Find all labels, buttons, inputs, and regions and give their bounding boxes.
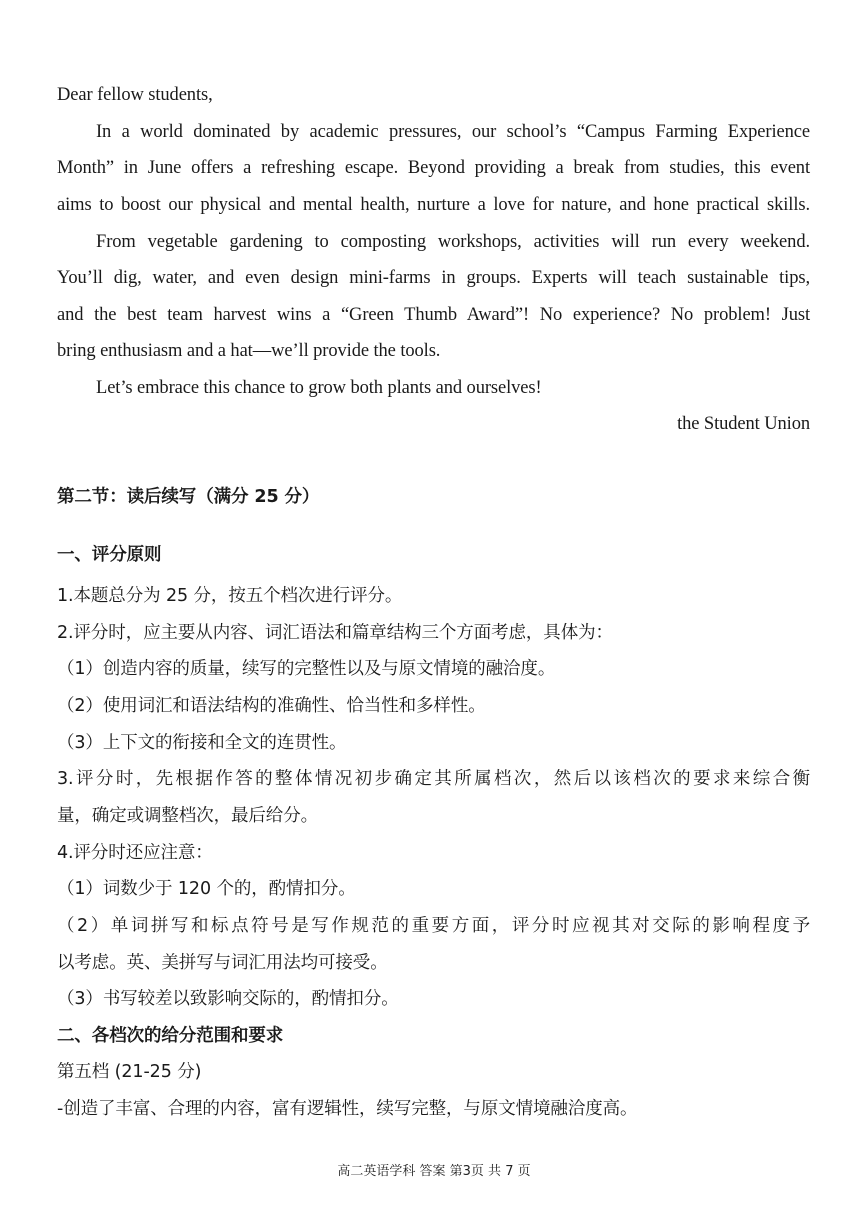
letter-paragraph-1-line-1: In a world dominated by academic pressures, our school’s “Campus Farming Experience [96, 122, 810, 142]
letter-paragraph-2-line-1: From vegetable gardening to composting workshops, activities will run every weekend. [96, 232, 810, 252]
rule-4-item-2-line-1: （2）单词拼写和标点符号是写作规范的重要方面，评分时应视其对交际的影响程度予 [57, 916, 810, 936]
rule-4-item-3: （3）书写较差以致影响交际的，酌情扣分。 [57, 989, 399, 1009]
rule-3-line-2: 量，确定或调整档次，最后给分。 [57, 806, 318, 826]
rule-2: 2.评分时，应主要从内容、词汇语法和篇章结构三个方面考虑，具体为： [57, 623, 613, 643]
letter-paragraph-1-line-3: aims to boost our physical and mental health, nurture a love for nature, and hone practical skills. [57, 195, 810, 215]
rule-1: 1.本题总分为 25 分，按五个档次进行评分。 [57, 586, 403, 606]
letter-salutation: Dear fellow students, [57, 85, 213, 105]
heading-band-requirements: 二、各档次的给分范围和要求 [57, 1026, 284, 1046]
letter-paragraph-1-line-2: Month” in June offers a refreshing escape. Beyond providing a break from studies, this event [57, 158, 810, 178]
letter-paragraph-2-line-2: You’ll dig, water, and even design mini-farms in groups. Experts will teach sustainable tips, [57, 268, 810, 288]
band-5-title: 第五档 (21-25 分) [57, 1062, 202, 1082]
band-5-item: -创造了丰富、合理的内容，富有逻辑性，续写完整，与原文情境融洽度高。 [57, 1099, 638, 1119]
rule-3-line-1: 3.评分时，先根据作答的整体情况初步确定其所属档次，然后以该档次的要求来综合衡 [57, 769, 810, 789]
rule-4-item-1: （1）词数少于 120 个的，酌情扣分。 [57, 879, 356, 899]
letter-paragraph-2-line-3: and the best team harvest wins a “Green Thumb Award”! No experience? No problem! Just [57, 305, 810, 325]
rule-2-item-3: （3）上下文的衔接和全文的连贯性。 [57, 733, 347, 753]
rule-2-item-2: （2）使用词汇和语法结构的准确性、恰当性和多样性。 [57, 696, 486, 716]
rule-4-item-2-line-2: 以考虑。英、美拼写与词汇用法均可接受。 [57, 953, 388, 973]
letter-paragraph-2-line-4: bring enthusiasm and a hat—we’ll provide the tools. [57, 341, 441, 361]
letter-signature: the Student Union [677, 414, 810, 434]
page-footer: 高二英语学科 答案 第3页 共 7 页 [337, 1164, 531, 1179]
letter-paragraph-3: Let’s embrace this chance to grow both plants and ourselves! [96, 378, 542, 398]
rule-4: 4.评分时还应注意： [57, 843, 213, 863]
heading-scoring-principles: 一、评分原则 [57, 545, 162, 565]
section-title: 第二节：读后续写（满分 25 分） [57, 487, 320, 507]
rule-2-item-1: （1）创造内容的质量，续写的完整性以及与原文情境的融洽度。 [57, 659, 556, 679]
